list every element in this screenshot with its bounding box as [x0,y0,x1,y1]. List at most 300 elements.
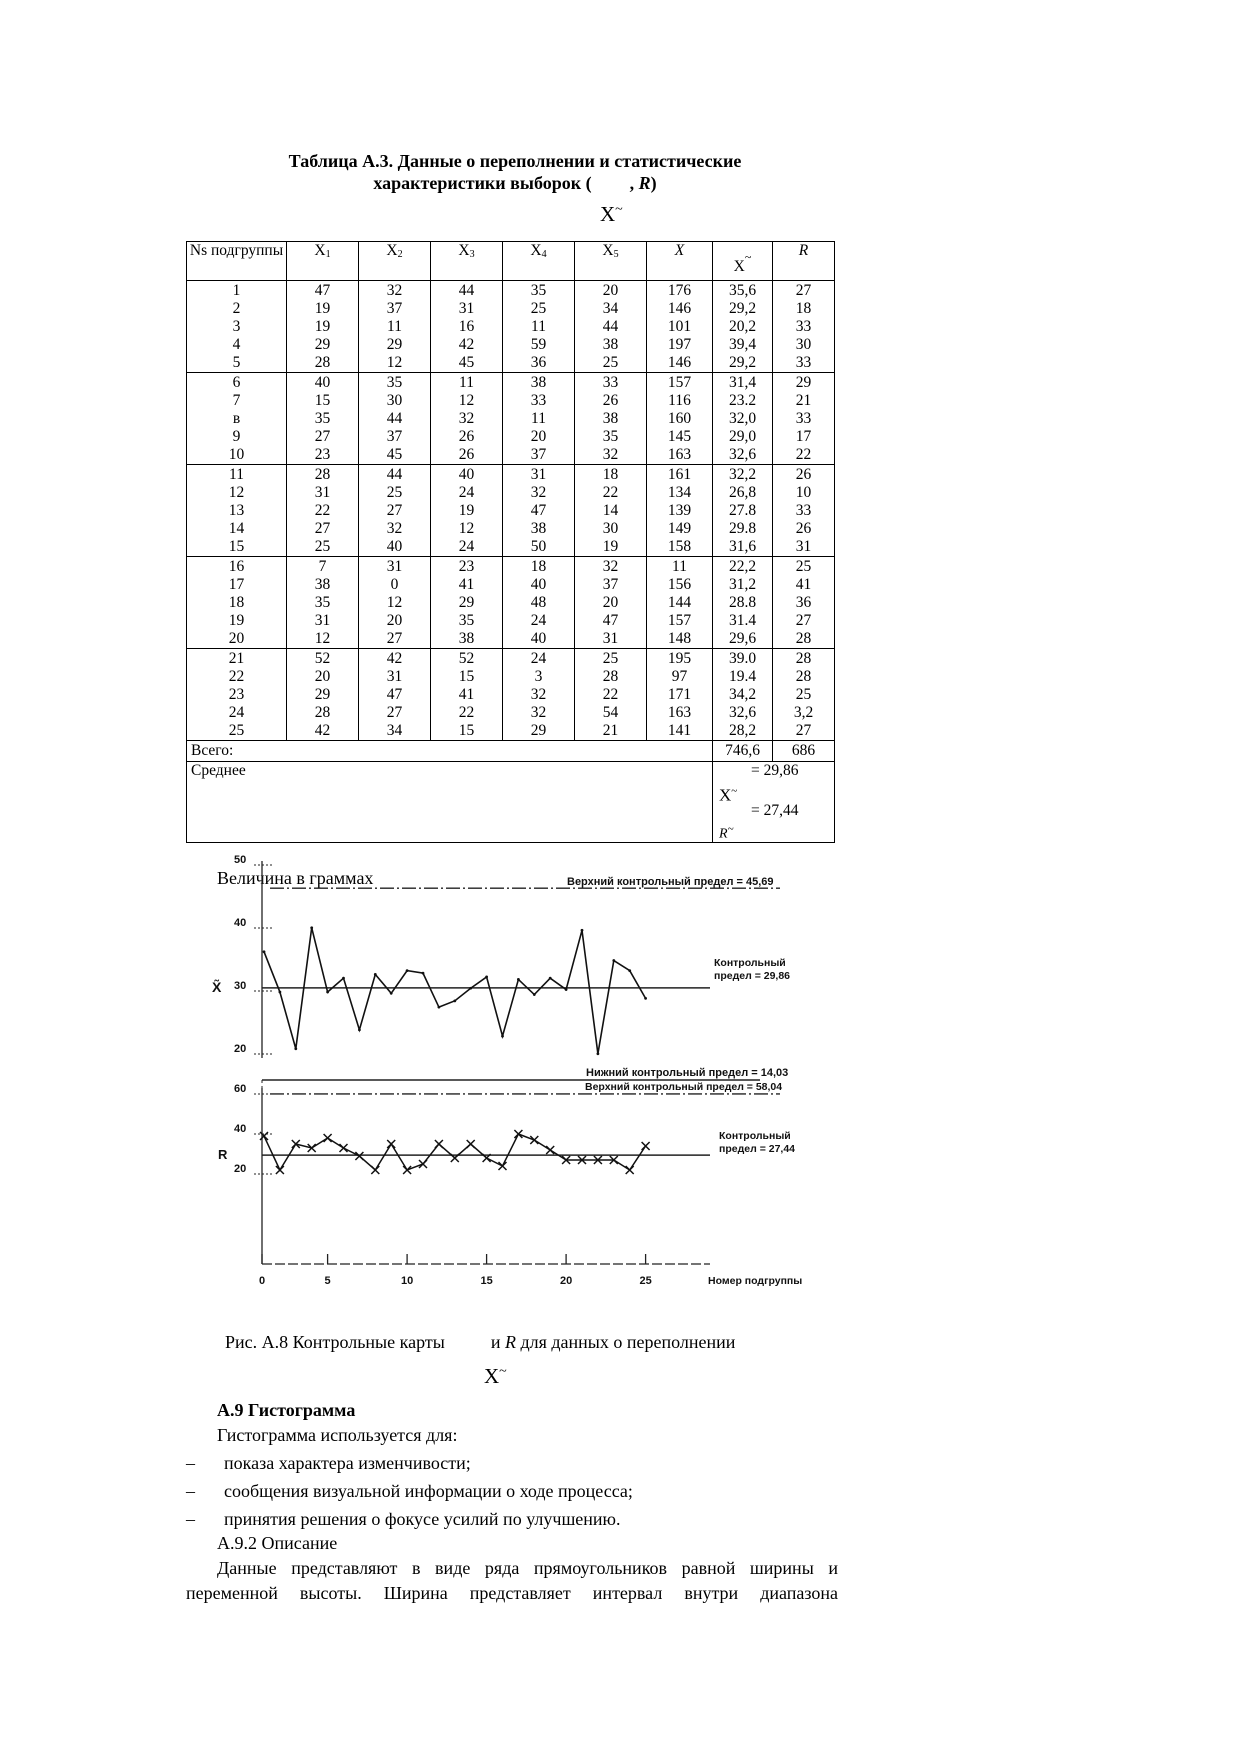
table-group-2 [187,373,835,465]
table-cell: 44 [359,465,431,485]
r-y-tick-label: 40 [234,1123,247,1135]
table-cell: 11 [359,318,431,336]
table-row [187,594,835,612]
table-cell: 19 [287,300,359,318]
table-cell: 14 [575,502,647,520]
r-point-x-marker [403,1166,411,1174]
table-cell: 31,6 [713,538,773,557]
table-cell: 157 [647,612,713,630]
total-label: Всего: [187,741,713,762]
table-cell: 12 [359,594,431,612]
r-point-x-marker [276,1166,284,1174]
table-cell: 28 [287,354,359,373]
table-cell: 32,6 [713,446,773,465]
table-caption-xtilde: X~ [600,202,623,226]
table-cell: 24 [187,704,287,722]
table-cell: 47 [287,281,359,301]
header-x5: $X_5$ [575,242,647,281]
paragraph-line-1: Данные представляют в виде ряда прямоугольников равной ширины и [217,1558,838,1578]
table-row [187,428,835,446]
table-row [187,538,835,557]
table-cell: 40 [359,538,431,557]
table-cell: 22 [187,668,287,686]
table-cell: 27 [773,722,835,741]
table-cell: 20 [187,630,287,649]
table-cell: 47 [503,502,575,520]
x-tick-label: 25 [639,1275,652,1287]
table-cell: 19 [187,612,287,630]
mean-x-value: = 29,86 [751,762,799,779]
header-x1: $X_1$ [287,242,359,281]
table-cell: 48 [503,594,575,612]
r-cl-label-2: предел = 27,44 [719,1143,796,1156]
table-cell: 31,4 [713,373,773,393]
table-cell: 34,2 [713,686,773,704]
table-cell: 116 [647,392,713,410]
table-row [187,354,835,373]
table-cell: 28.8 [713,594,773,612]
xbar-lcl-label: Нижний контрольный предел = 14,03 [586,1067,789,1079]
xbar-ucl-label: Верхний контрольный предел = 45,69 [567,876,774,889]
table-cell: 30 [773,336,835,354]
table-cell: 30 [575,520,647,538]
table-cell: 32 [359,520,431,538]
mean-r-value: = 27,44 [751,802,799,819]
table-row [187,410,835,428]
table-cell: 28 [773,649,835,669]
table-row [187,630,835,649]
table-cell: 35 [287,594,359,612]
list-item: – сообщения визуальной информации о ходе процесса; [186,1481,633,1501]
r-cl-label-1: Контрольный [719,1130,791,1143]
xbar-point [342,977,345,980]
table-caption-line1: Таблица А.3. Данные о переполнении и статистические [288,151,742,171]
table-cell: 42 [359,649,431,669]
table-cell: 31,2 [713,576,773,594]
table-cell: 41 [431,686,503,704]
table-cell: 32,0 [713,410,773,428]
table-cell: 45 [431,354,503,373]
xbar-y-tick-label: 30 [234,980,247,992]
table-cell: 19 [575,538,647,557]
table-cell: 40 [287,373,359,393]
table-cell: 33 [773,354,835,373]
total-r: 686 [773,741,835,762]
table-cell: 26 [773,465,835,485]
r-series-line [264,1134,646,1170]
table-cell: 29,2 [713,300,773,318]
table-cell: 29.8 [713,520,773,538]
table-cell: 16 [187,557,287,577]
table-cell: 12 [431,392,503,410]
r-point-x-marker [355,1152,363,1160]
table-cell: 47 [575,612,647,630]
table-cell: 31 [773,538,835,557]
table-header-row [187,242,835,281]
r-point-x-marker [499,1162,507,1170]
table-cell: 25 [773,686,835,704]
table-cell: 28 [287,465,359,485]
table-cell: 148 [647,630,713,649]
table-caption-line2: характеристики выборок ( , R) [373,173,657,193]
table-cell: 11 [431,373,503,393]
table-cell: 59 [503,336,575,354]
table-cell: 11 [187,465,287,485]
xbar-point [485,976,488,979]
table-cell: 36 [773,594,835,612]
table-cell: 25 [287,538,359,557]
r-point-x-marker [419,1160,427,1168]
xbar-point [581,929,584,932]
table-cell: 22 [287,502,359,520]
table-group-5 [187,649,835,741]
table-cell: 42 [431,336,503,354]
table-cell: 27.8 [713,502,773,520]
sub-heading: А.9.2 Описание [217,1533,338,1553]
table-cell: 38 [575,410,647,428]
header-sum-x: X [647,242,713,281]
table-cell: 41 [773,576,835,594]
r-point-x-marker [467,1140,475,1148]
header-x3: $X_3$ [431,242,503,281]
table-cell: 39,4 [713,336,773,354]
table-cell: 32 [503,484,575,502]
table-cell: 29 [287,336,359,354]
table-cell: 20 [503,428,575,446]
header-x4: $X_4$ [503,242,575,281]
table-cell: 38 [431,630,503,649]
table-cell: 10 [773,484,835,502]
table-cell: 32 [575,557,647,577]
table-cell: 32,2 [713,465,773,485]
table-cell: 144 [647,594,713,612]
table-cell: 24 [431,484,503,502]
mean-r-symbol: R~ [719,823,734,842]
table-cell: 33 [575,373,647,393]
x-tick-label: 0 [258,1275,266,1287]
table-cell: 12 [287,630,359,649]
table-cell: 40 [503,576,575,594]
r-ucl-label: Верхний контрольный предел = 58,04 [585,1080,783,1093]
table-cell: 158 [647,538,713,557]
table-cell: 31 [359,668,431,686]
table-cell: 38 [503,520,575,538]
table-cell: 161 [647,465,713,485]
table-cell: 15 [431,722,503,741]
mean-x-symbol: X~ [719,785,738,805]
table-cell: 6 [187,373,287,393]
table-mean-row [187,762,835,843]
table-cell: 22,2 [713,557,773,577]
table-cell: 20 [575,281,647,301]
xbar-point [533,993,536,996]
table-cell: 101 [647,318,713,336]
table-cell: 26 [575,392,647,410]
table-cell: 34 [575,300,647,318]
table-cell: 29 [503,722,575,741]
table-row [187,465,835,485]
table-cell: 29 [359,336,431,354]
section-intro: Гистограмма используется для: [217,1425,458,1445]
xbar-series-line [264,928,646,1054]
xbar-point [263,950,266,953]
table-cell: 7 [287,557,359,577]
table-cell: 45 [359,446,431,465]
table-cell: 20,2 [713,318,773,336]
figure-caption-xtilde: X~ [484,1364,507,1388]
r-point-x-marker [371,1166,379,1174]
table-cell: 27 [287,520,359,538]
r-point-x-marker [626,1166,634,1174]
table-cell: 28 [287,704,359,722]
table-cell: 42 [287,722,359,741]
table-cell: 52 [287,649,359,669]
table-row [187,612,835,630]
table-cell: 20 [287,668,359,686]
table-row [187,722,835,741]
table-cell: 21 [187,649,287,669]
xbar-point [517,978,520,981]
table-cell: 197 [647,336,713,354]
xbar-point [310,926,313,929]
table-cell: 37 [503,446,575,465]
table-cell: 33 [503,392,575,410]
xbar-y-tick-label: 50 [234,854,247,866]
table-cell: 47 [359,686,431,704]
table-cell: 31 [431,300,503,318]
table-cell: 29 [287,686,359,704]
table-cell: 156 [647,576,713,594]
total-x: 746,6 [713,741,773,762]
table-cell: 1 [187,281,287,301]
table-cell: 9 [187,428,287,446]
table-cell: 11 [503,410,575,428]
r-point-x-marker [387,1140,395,1148]
table-cell: 29,0 [713,428,773,446]
table-cell: 15 [287,392,359,410]
table-cell: 4 [187,336,287,354]
table-cell: 25 [575,354,647,373]
table-cell: 32,6 [713,704,773,722]
table-cell: 35 [503,281,575,301]
x-tick-label: 15 [480,1275,493,1287]
table-cell: 38 [575,336,647,354]
table-cell: 195 [647,649,713,669]
table-row [187,520,835,538]
table-cell: 26 [431,446,503,465]
table-cell: 146 [647,300,713,318]
table-row [187,502,835,520]
table-cell: 33 [773,502,835,520]
table-cell: 14 [187,520,287,538]
table-cell: 37 [359,300,431,318]
table-cell: 28,2 [713,722,773,741]
xbar-point [358,1028,361,1031]
header-median: X~ [713,242,773,281]
table-cell: 15 [187,538,287,557]
mean-label: Среднее [187,762,713,843]
table-cell: 31 [287,484,359,502]
table-cell: 32 [503,686,575,704]
table-cell: 25 [359,484,431,502]
table-cell: 31 [575,630,647,649]
table-cell: 11 [647,557,713,577]
table-cell: 37 [359,428,431,446]
paragraph-line-2: переменной высоты. Ширина представляет интервал внутри диапазона [186,1583,838,1603]
header-group-number: Ns подгруппы [187,242,287,281]
table-cell: 145 [647,428,713,446]
x-tick-label: 5 [324,1275,331,1287]
xbar-cl-label-1: Контрольный [714,956,786,969]
r-point-x-marker [435,1140,443,1148]
table-cell: 149 [647,520,713,538]
table-cell: 50 [503,538,575,557]
mean-values [713,762,835,843]
table-cell: 25 [773,557,835,577]
xbar-point [644,997,647,1000]
table-cell: 32 [431,410,503,428]
xbar-point [597,1052,600,1055]
table-cell: 31 [287,612,359,630]
table-cell: 3 [503,668,575,686]
table-cell: 19.4 [713,668,773,686]
table-cell: 21 [773,392,835,410]
table-row [187,373,835,393]
table-cell: 52 [431,649,503,669]
xbar-point [406,969,409,972]
table-cell: 54 [575,704,647,722]
table-cell: 38 [287,576,359,594]
table-cell: 34 [359,722,431,741]
table-cell: 16 [431,318,503,336]
r-point-x-marker [546,1146,554,1154]
table-group-4 [187,557,835,649]
table-cell: 26 [431,428,503,446]
table-cell: 24 [503,612,575,630]
table-cell: 29,6 [713,630,773,649]
r-point-x-marker [340,1144,348,1152]
table-cell: 20 [575,594,647,612]
data-table [186,241,835,843]
table-cell: 36 [503,354,575,373]
table-cell: 35 [359,373,431,393]
x-tick-label: 10 [400,1275,414,1287]
xbar-point [612,959,615,962]
table-cell: 20 [359,612,431,630]
table-cell: 27 [359,630,431,649]
list-item: – принятия решения о фокусе усилий по улучшению. [186,1509,621,1529]
table-cell: 7 [187,392,287,410]
table-cell: 163 [647,704,713,722]
table-cell: 18 [575,465,647,485]
table-cell: 41 [431,576,503,594]
table-cell: 38 [503,373,575,393]
table-cell: 22 [431,704,503,722]
table-cell: 28 [773,630,835,649]
xbar-point [549,977,552,980]
list-item: – показа характера изменчивости; [186,1453,471,1473]
xbar-point [438,1006,441,1009]
x-tick-label: 20 [559,1275,573,1287]
table-cell: 24 [431,538,503,557]
xbar-point [469,987,472,990]
table-cell: 17 [187,576,287,594]
table-cell: 17 [773,428,835,446]
table-cell: 31 [503,465,575,485]
r-point-x-marker [514,1130,522,1138]
chart-value-label: Величина в граммах [217,868,374,888]
table-cell: 23 [287,446,359,465]
section-heading: А.9 Гистограмма [217,1400,356,1420]
table-cell: 35,6 [713,281,773,301]
table-cell: 33 [773,318,835,336]
table-cell: 35 [287,410,359,428]
xbar-y-tick-label: 20 [234,1043,247,1055]
xbar-point [422,972,425,975]
table-cell: 27 [287,428,359,446]
table-cell: 27 [773,281,835,301]
table-cell: 26 [773,520,835,538]
xbar-y-tick-label: 40 [234,917,247,929]
r-point-x-marker [324,1134,332,1142]
table-cell: 30 [359,392,431,410]
table-cell: 26,8 [713,484,773,502]
table-row [187,576,835,594]
table-cell: 37 [575,576,647,594]
r-point-x-marker [642,1142,650,1150]
table-cell: 139 [647,502,713,520]
table-cell: 35 [575,428,647,446]
table-cell: 33 [773,410,835,428]
bullet-list [186,1451,838,1535]
r-point-x-marker [260,1132,268,1140]
xbar-point [453,999,456,1002]
table-cell: 32 [575,446,647,465]
xbar-point [326,991,329,994]
table-row [187,336,835,354]
table-cell: 29 [773,373,835,393]
table-cell: 44 [431,281,503,301]
xbar-point [628,969,631,972]
table-caption [185,150,845,194]
table-row [187,557,835,577]
table-cell: 10 [187,446,287,465]
table-row [187,318,835,336]
table-cell: 32 [503,704,575,722]
table-row [187,281,835,301]
table-cell: 141 [647,722,713,741]
table-cell: 3,2 [773,704,835,722]
table-cell: в [187,410,287,428]
table-group-3 [187,465,835,557]
table-cell: 29 [431,594,503,612]
table-cell: 29,2 [713,354,773,373]
table-cell: 27 [359,704,431,722]
table-cell: 28 [773,668,835,686]
r-y-tick-label: 60 [234,1083,247,1095]
table-cell: 3 [187,318,287,336]
xbar-point [374,973,377,976]
table-cell: 44 [359,410,431,428]
table-cell: 0 [359,576,431,594]
table-cell: 22 [575,484,647,502]
table-cell: 22 [575,686,647,704]
table-cell: 23 [187,686,287,704]
table-cell: 160 [647,410,713,428]
table-cell: 146 [647,354,713,373]
table-cell: 163 [647,446,713,465]
table-cell: 21 [575,722,647,741]
